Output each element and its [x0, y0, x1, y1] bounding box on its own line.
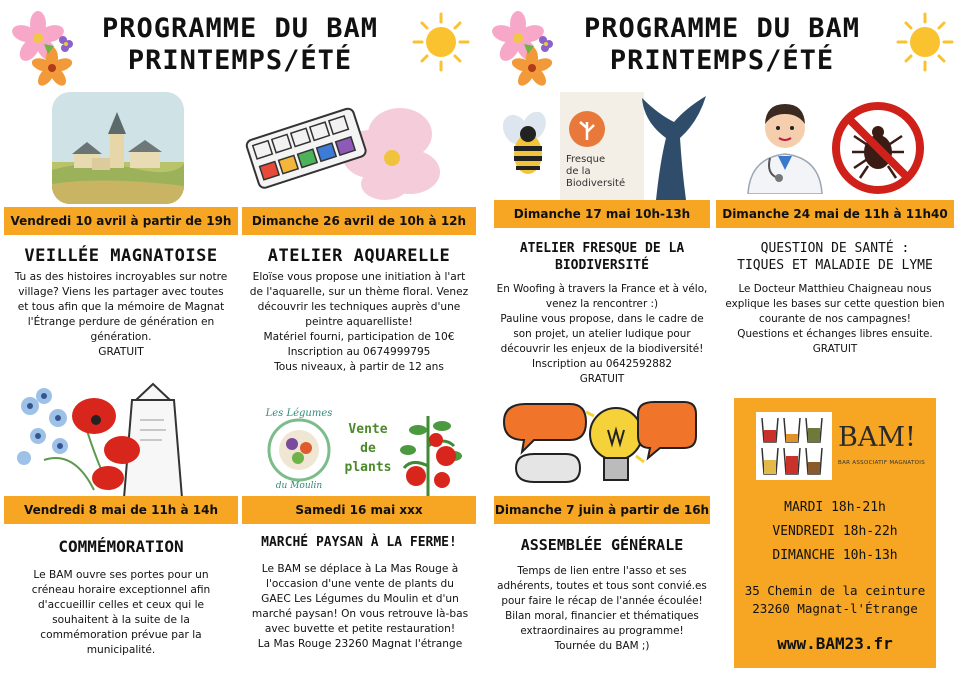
- event-description: Temps de lien entre l'asso et ses adhérents, toutes et tous sont convié.es pour faire le récap de l'année écoulée! Bilan moral, financier et thématiques extraordinaires au programme! Tournée du BAM ;): [497, 565, 707, 652]
- tick-warning-icon: [830, 100, 926, 196]
- flowers-icon-right: [488, 10, 558, 86]
- event-title-line1: QUESTION DE SANTÉ :: [760, 241, 910, 256]
- legumes-du-moulin-logo: [256, 404, 342, 490]
- hours-line: DIMANCHE 10h-13h: [772, 548, 898, 563]
- tomato-plant-illustration: [398, 406, 468, 496]
- legumes-logo-line1: Les Légumes: [265, 408, 333, 419]
- event-title: ATELIER AQUARELLE: [267, 246, 451, 266]
- page-title-left: [70, 13, 410, 77]
- doctor-illustration: [742, 94, 828, 194]
- address: [734, 582, 936, 618]
- title-line2-right: PRINTEMPS/ÉTÉ: [609, 45, 835, 76]
- event-date-band: Samedi 16 mai xxx: [242, 496, 476, 524]
- event-title-line2: TIQUES ET MALADIE DE LYME: [737, 258, 933, 273]
- leaf-logo-icon: [568, 110, 606, 148]
- vente-line2: de: [360, 441, 376, 456]
- flowers-icon: [8, 10, 78, 86]
- event-title: VEILLÉE MAGNATOISE: [24, 246, 218, 266]
- event-title: COMMÉMORATION: [58, 537, 184, 556]
- title-line1: PROGRAMME DU BAM: [101, 13, 379, 44]
- bee-illustration: [498, 112, 556, 178]
- event-description: Le BAM se déplace à La Mas Rouge à l'occasion d'une vente de plants du GAEC Les Légumes du Moulin et d'un marché paysan! On vous retrouve là-bas avec buvette et petite restauration! La Mas Rouge 23260 Magnat l'étrange: [251, 563, 469, 650]
- event-date-band: Dimanche 24 mai de 11h à 11h40: [716, 200, 954, 228]
- website-link[interactable]: www.BAM23.fr: [777, 634, 893, 653]
- event-date-band: Dimanche 7 juin à partir de 16h: [494, 496, 710, 524]
- fresque-line1: Fresque: [566, 154, 606, 165]
- event-description: Eloïse vous propose une initiation à l'art de l'aquarelle, sur un thème floral. Venez découvrir les techniques auprès d'une peintre aquarelliste! Matériel fourni, participation de 10€ Inscription au 0674999795 Tous niveaux, à partir de 12 ans: [249, 271, 469, 373]
- sun-icon: [410, 10, 472, 74]
- village-illustration: [52, 92, 184, 204]
- event-description: Tu as des histoires incroyables sur notre village? Viens les partager avec toutes et tous afin que la mémoire de Magnat l'Étrange perdure de génération en génération. GRATUIT: [14, 271, 228, 358]
- event-description: Le BAM ouvre ses portes pour un créneau horaire exceptionnel afin d'accueillir celles et ceux qui le souhaitent à la suite de la commémoration prévue par la municipalité.: [31, 569, 211, 656]
- event-description: Le Docteur Matthieu Chaigneau nous explique les bases sur cette question bien courante de nos campagnes! Questions et échanges libres ensuite. GRATUIT: [725, 283, 945, 355]
- event-title: [494, 240, 710, 274]
- hours-line: VENDREDI 18h-22h: [772, 524, 898, 539]
- address-line2: 23260 Magnat-l'Étrange: [752, 601, 918, 616]
- watercolor-illustration: [240, 92, 440, 204]
- event-title: [716, 240, 954, 274]
- event-date-band: Vendredi 8 mai de 11h à 14h: [4, 496, 238, 524]
- event-date-band: Dimanche 26 avril de 10h à 12h: [242, 207, 476, 235]
- fresque-line3: Biodiversité: [566, 178, 626, 189]
- bam-info-box: [734, 398, 936, 668]
- event-date-band: Vendredi 10 avril à partir de 19h: [4, 207, 238, 235]
- opening-hours: [734, 496, 936, 568]
- bam-logo-subtext: BAR ASSOCIATIF MAGNATOIS: [838, 460, 925, 466]
- fresque-biodiversite-logo: [560, 92, 644, 200]
- title-line2: PRINTEMPS/ÉTÉ: [127, 45, 353, 76]
- legumes-logo-line2: du Moulin: [275, 481, 323, 490]
- bam-logo-text: BAM!: [838, 422, 916, 453]
- event-title-line2: BIODIVERSITÉ: [555, 258, 649, 273]
- whale-tail-illustration: [636, 92, 712, 200]
- hours-line: MARDI 18h-21h: [784, 500, 886, 515]
- speech-bubbles-bulb-illustration: [500, 400, 700, 496]
- vente-line1: Vente: [348, 422, 388, 437]
- event-description: En Woofing à travers la France et à vélo, venez la rencontrer :) Pauline vous propose, dans le cadre de son projet, un atelier ludique pour découvrir les enjeux de la biodiversité! Inscription au 0642592882 GRATUIT: [496, 283, 708, 385]
- fresque-line2: de la: [566, 166, 591, 177]
- commemoration-illustration: [14, 380, 194, 498]
- sun-icon-right: [894, 10, 956, 74]
- address-line1: 35 Chemin de la ceinture: [744, 583, 926, 598]
- vente-de-plants-label: [340, 420, 396, 477]
- event-title-line1: ATELIER FRESQUE DE LA: [519, 241, 685, 256]
- bam-glasses-logo-icon: [756, 412, 832, 480]
- event-title: MARCHÉ PAYSAN À LA FERME!: [261, 535, 457, 550]
- title-line1-right: PROGRAMME DU BAM: [583, 13, 861, 44]
- fresque-logo-text: [566, 154, 625, 190]
- page-title-right: [552, 13, 892, 77]
- event-title: ASSEMBLÉE GÉNÉRALE: [520, 536, 684, 554]
- event-date-band: Dimanche 17 mai 10h-13h: [494, 200, 710, 228]
- vente-line3: plants: [344, 460, 392, 475]
